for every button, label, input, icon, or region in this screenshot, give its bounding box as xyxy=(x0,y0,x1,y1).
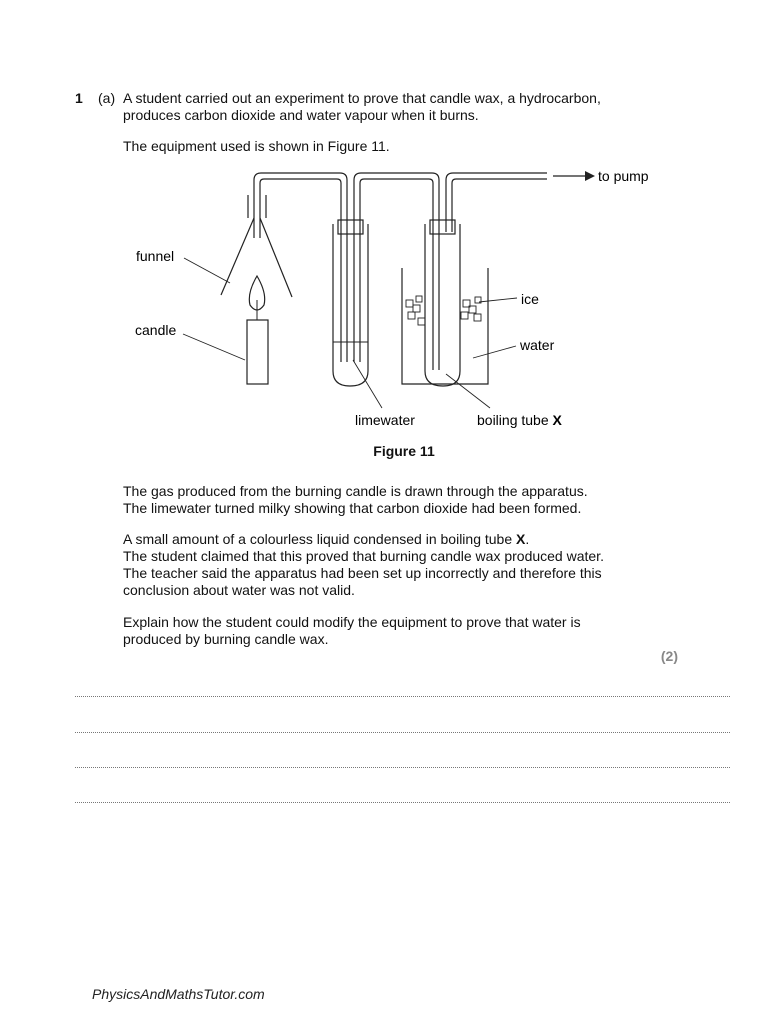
label-boiling-tube-text: boiling tube xyxy=(477,412,549,428)
ice-leader xyxy=(479,298,517,302)
para1-line-1: The gas produced from the burning candle is drawn through the apparatus. xyxy=(123,483,588,499)
question-number: 1 xyxy=(75,90,83,106)
para3-line-1: Explain how the student could modify the equipment to prove that water is xyxy=(123,614,581,630)
candle-body xyxy=(247,320,268,384)
para2-line-1-suffix: . xyxy=(525,531,530,547)
answer-line-3[interactable] xyxy=(75,767,730,768)
para2-line-3: The teacher said the apparatus had been set up incorrectly and therefore this xyxy=(123,565,602,581)
figure-caption: Figure 11 xyxy=(373,443,435,459)
para2-line-1-letter: X xyxy=(516,531,526,547)
paragraph-3 xyxy=(123,614,683,648)
funnel-right-side xyxy=(260,218,292,297)
funnel-left-side xyxy=(221,218,254,295)
label-limewater: limewater xyxy=(355,412,415,428)
label-water: water xyxy=(520,337,555,353)
label-boiling-tube-letter: X xyxy=(552,412,562,428)
boiling-tube-x xyxy=(425,224,460,386)
label-candle: candle xyxy=(135,322,177,338)
answer-line-2[interactable] xyxy=(75,732,730,733)
candle-leader xyxy=(183,334,245,360)
beaker xyxy=(402,268,488,384)
funnel-leader xyxy=(184,258,230,283)
pump-arrow-head xyxy=(585,171,595,181)
answer-line-1[interactable] xyxy=(75,696,730,697)
equipment-text: The equipment used is shown in Figure 11. xyxy=(123,138,390,154)
boiling-tube-leader xyxy=(446,374,490,408)
ice-cubes-right xyxy=(461,297,481,321)
tube-inner-right xyxy=(452,179,547,232)
label-funnel: funnel xyxy=(136,248,175,264)
label-ice: ice xyxy=(521,291,539,307)
water-leader xyxy=(473,346,516,358)
para3-line-2: produced by burning candle wax. xyxy=(123,631,329,647)
footer-watermark: PhysicsAndMathsTutor.com xyxy=(92,986,265,1002)
tube-outer-right xyxy=(446,173,547,232)
para1-line-2: The limewater turned milky showing that carbon dioxide had been formed. xyxy=(123,500,582,516)
label-to-pump: to pump xyxy=(598,168,649,184)
intro-line-2: produces carbon dioxide and water vapour when it burns. xyxy=(123,107,479,123)
figure-11-apparatus-diagram xyxy=(0,0,768,470)
tube-inner-left xyxy=(260,179,341,362)
para2-line-4: conclusion about water was not valid. xyxy=(123,582,355,598)
label-boiling-tube xyxy=(477,412,563,428)
ice-cubes-left xyxy=(406,296,425,325)
para2-line-2: The student claimed that this proved that burning candle wax produced water. xyxy=(123,548,604,564)
marks-indicator: (2) xyxy=(660,648,678,664)
intro-line-1: A student carried out an experiment to prove that candle wax, a hydrocarbon, xyxy=(123,90,601,106)
tube-inner-middle xyxy=(360,179,433,370)
boiling-tube-x-stopper xyxy=(430,220,455,234)
paragraph-2 xyxy=(123,531,683,599)
para2-line-1-prefix: A small amount of a colourless liquid condensed in boiling tube xyxy=(123,531,517,547)
para2-line-1 xyxy=(123,531,683,548)
limewater-stopper xyxy=(338,220,363,234)
question-part: (a) xyxy=(98,90,116,106)
limewater-tube xyxy=(333,224,368,386)
tube-outer-middle xyxy=(354,173,439,370)
paragraph-1 xyxy=(123,483,683,517)
answer-line-4[interactable] xyxy=(75,802,730,803)
